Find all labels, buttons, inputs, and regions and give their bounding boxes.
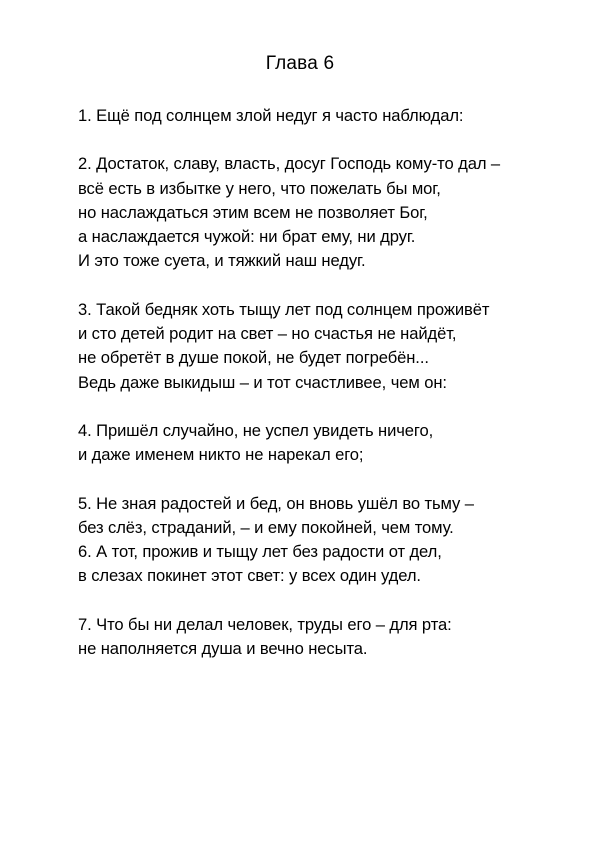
poem-line: всё есть в избытке у него, что пожелать бы мог, [78,178,441,198]
poem-line: без слёз, страданий, – и ему покойней, чем тому. [78,517,454,537]
stanza-4 [78,419,578,468]
stanza-5 [78,492,578,589]
stanza-6 [78,613,578,662]
stanza-2 [78,152,578,273]
poem-line: и даже именем никто не нарекал его; [78,445,364,465]
poem-line: 7. Что бы ни делал человек, труды его – для рта: [78,614,452,634]
poem-line: и сто детей родит на свет – но счастья не найдёт, [78,324,457,344]
stanza-1 [78,104,578,128]
stanza-gap [78,274,578,298]
poem-line: в слезах покинет этот свет: у всех один удел. [78,566,421,586]
poem-line: не наполняется душа и вечно несыта. [78,639,368,659]
stanza-gap [78,589,578,613]
stanza-gap [78,128,578,152]
poem-line: а наслаждается чужой: ни брат ему, ни друг. [78,227,416,247]
poem-line: 4. Пришёл случайно, не успел увидеть ничего, [78,420,434,440]
poem-body [78,104,578,661]
stanza-gap [78,395,578,419]
chapter-title: Глава 6 [265,53,335,74]
stanza-gap [78,468,578,492]
poem-line: 5. Не зная радостей и бед, он вновь ушёл во тьму – [78,493,474,513]
poem-line: но наслаждаться этим всем не позволяет Бог, [78,202,428,222]
stanza-3 [78,298,578,395]
poem-line: 3. Такой бедняк хоть тыщу лет под солнцем проживёт [78,299,490,319]
poem-line: 2. Достаток, славу, власть, досуг Господь кому-то дал – [78,154,501,174]
poem-line: И это тоже суета, и тяжкий наш недуг. [78,251,366,271]
poem-line: 6. А тот, прожив и тыщу лет без радости от дел, [78,542,442,562]
poem-line: не обретёт в душе покой, не будет погребён... [78,348,429,368]
poem-line: 1. Ещё под солнцем злой недуг я часто наблюдал: [78,106,464,125]
poem-line: Ведь даже выкидыш – и тот счастливее, чем он: [78,372,447,392]
